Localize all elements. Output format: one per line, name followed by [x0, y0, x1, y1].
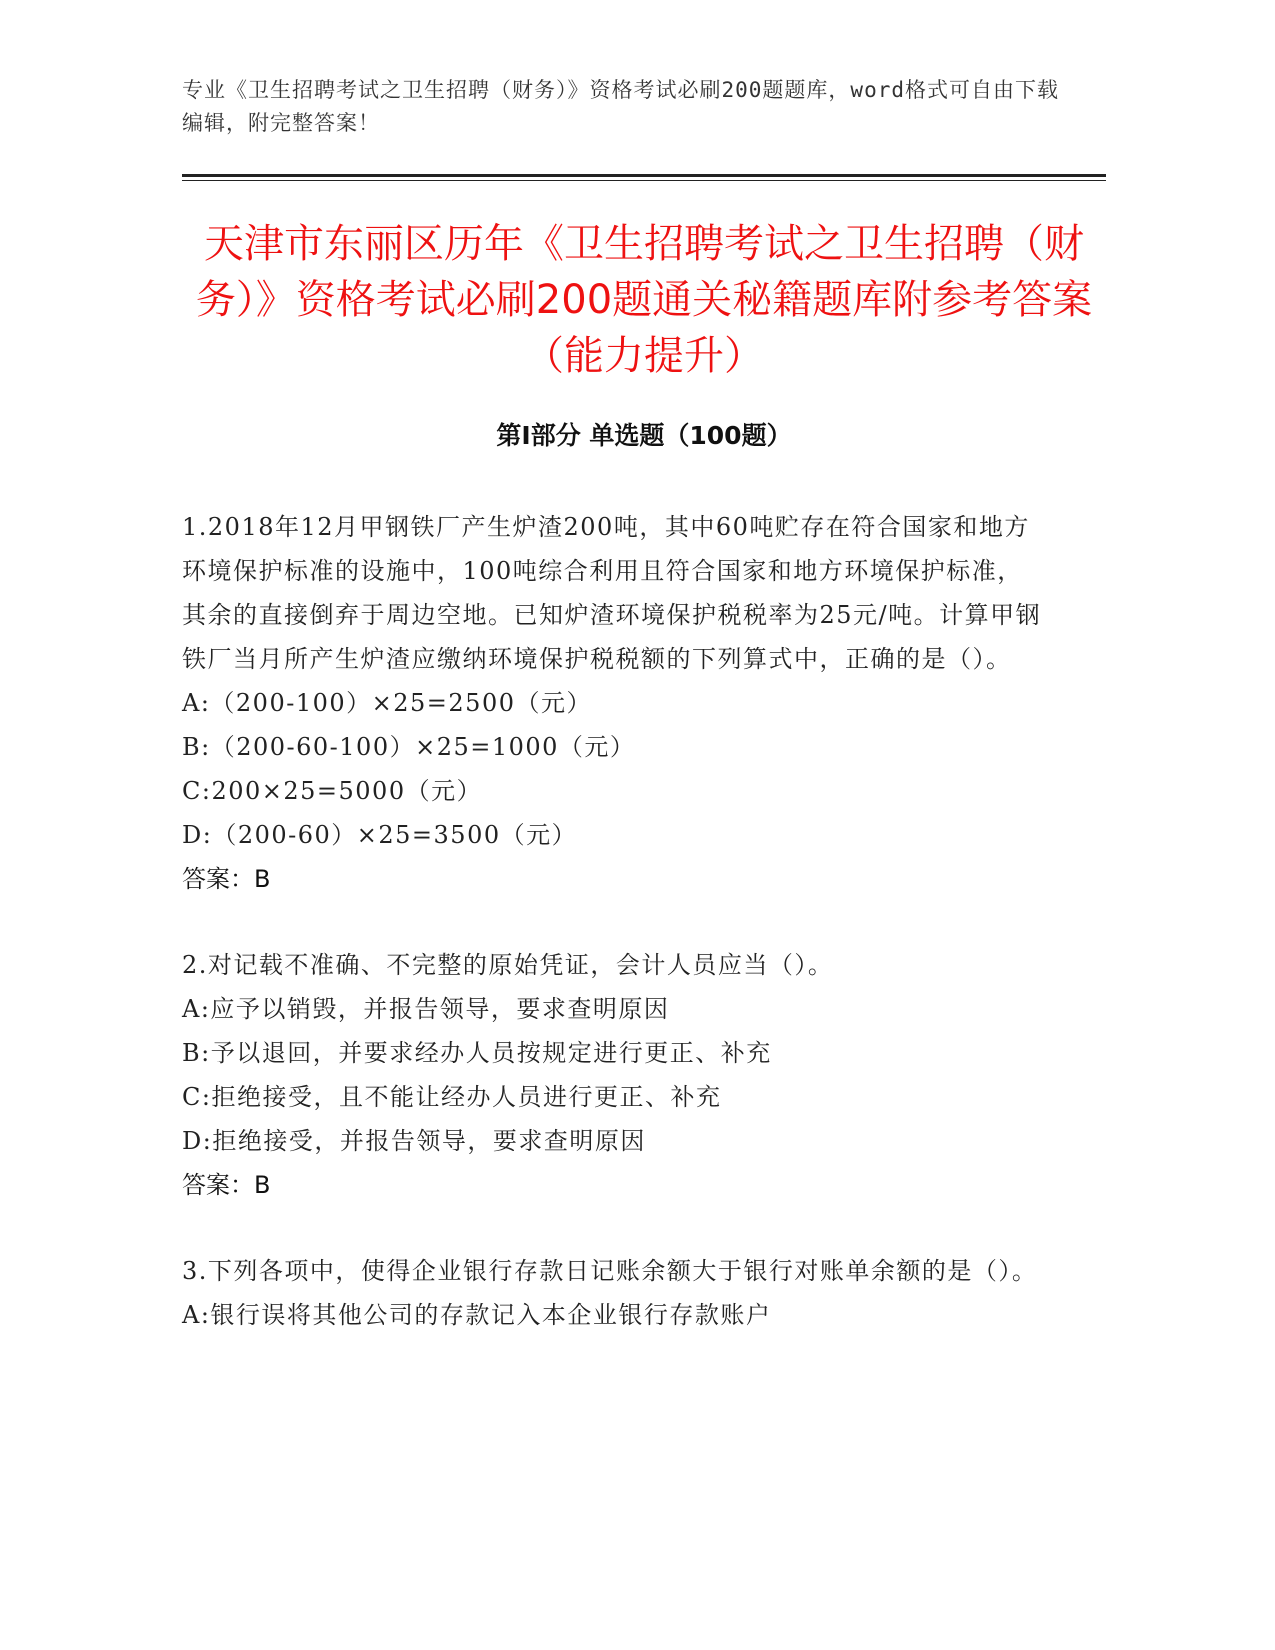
answer: 答案：B: [182, 1171, 271, 1199]
question-text: 2.对记载不准确、不完整的原始凭证，会计人员应当（）。: [182, 951, 834, 979]
option-b: B:予以退回，并要求经办人员按规定进行更正、补充: [182, 1039, 772, 1067]
question-list: [182, 505, 1042, 1379]
header-note: 专业《卫生招聘考试之卫生招聘（财务）》资格考试必刷200题题库，word格式可自由下载编辑，附完整答案！: [182, 78, 1059, 135]
question-text: 3.下列各项中，使得企业银行存款日记账余额大于银行对账单余额的是（）。: [182, 1257, 1038, 1285]
document-title: 天津市东丽区历年《卫生招聘考试之卫生招聘（财务）》资格考试必刷200题通关秘籍题库附参考答案（能力提升）: [195, 221, 1093, 379]
option-a: A:银行误将其他公司的存款记入本企业银行存款账户: [182, 1301, 772, 1329]
question-2: [182, 943, 1042, 1207]
header-divider-thin: [182, 180, 1106, 181]
header-divider-thick: [182, 174, 1106, 177]
section-title: 第Ⅰ部分 单选题（100题）: [496, 421, 792, 450]
question-1: [182, 505, 1042, 901]
option-d: D:（200-60）×25=3500（元）: [182, 821, 578, 849]
answer: 答案：B: [182, 865, 271, 893]
option-a: A:（200-100）×25=2500（元）: [182, 689, 592, 717]
question-3: [182, 1249, 1042, 1337]
option-c: C:拒绝接受，且不能让经办人员进行更正、补充: [182, 1083, 722, 1111]
option-d: D:拒绝接受，并报告领导，要求查明原因: [182, 1127, 646, 1155]
option-b: B:（200-60-100）×25=1000（元）: [182, 733, 636, 761]
question-text: 1.2018年12月甲钢铁厂产生炉渣200吨，其中60吨贮存在符合国家和地方环境保护标准的设施中，100吨综合利用且符合国家和地方环境保护标准，其余的直接倒弃于周边空地。已知炉渣环境保护税税率为25元/吨。计算甲钢铁厂当月所产生炉渣应缴纳环境保护税税额的下列算式中，正确的是（）。: [182, 513, 1042, 673]
option-a: A:应予以销毁，并报告领导，要求查明原因: [182, 995, 670, 1023]
option-c: C:200×25=5000（元）: [182, 777, 483, 805]
